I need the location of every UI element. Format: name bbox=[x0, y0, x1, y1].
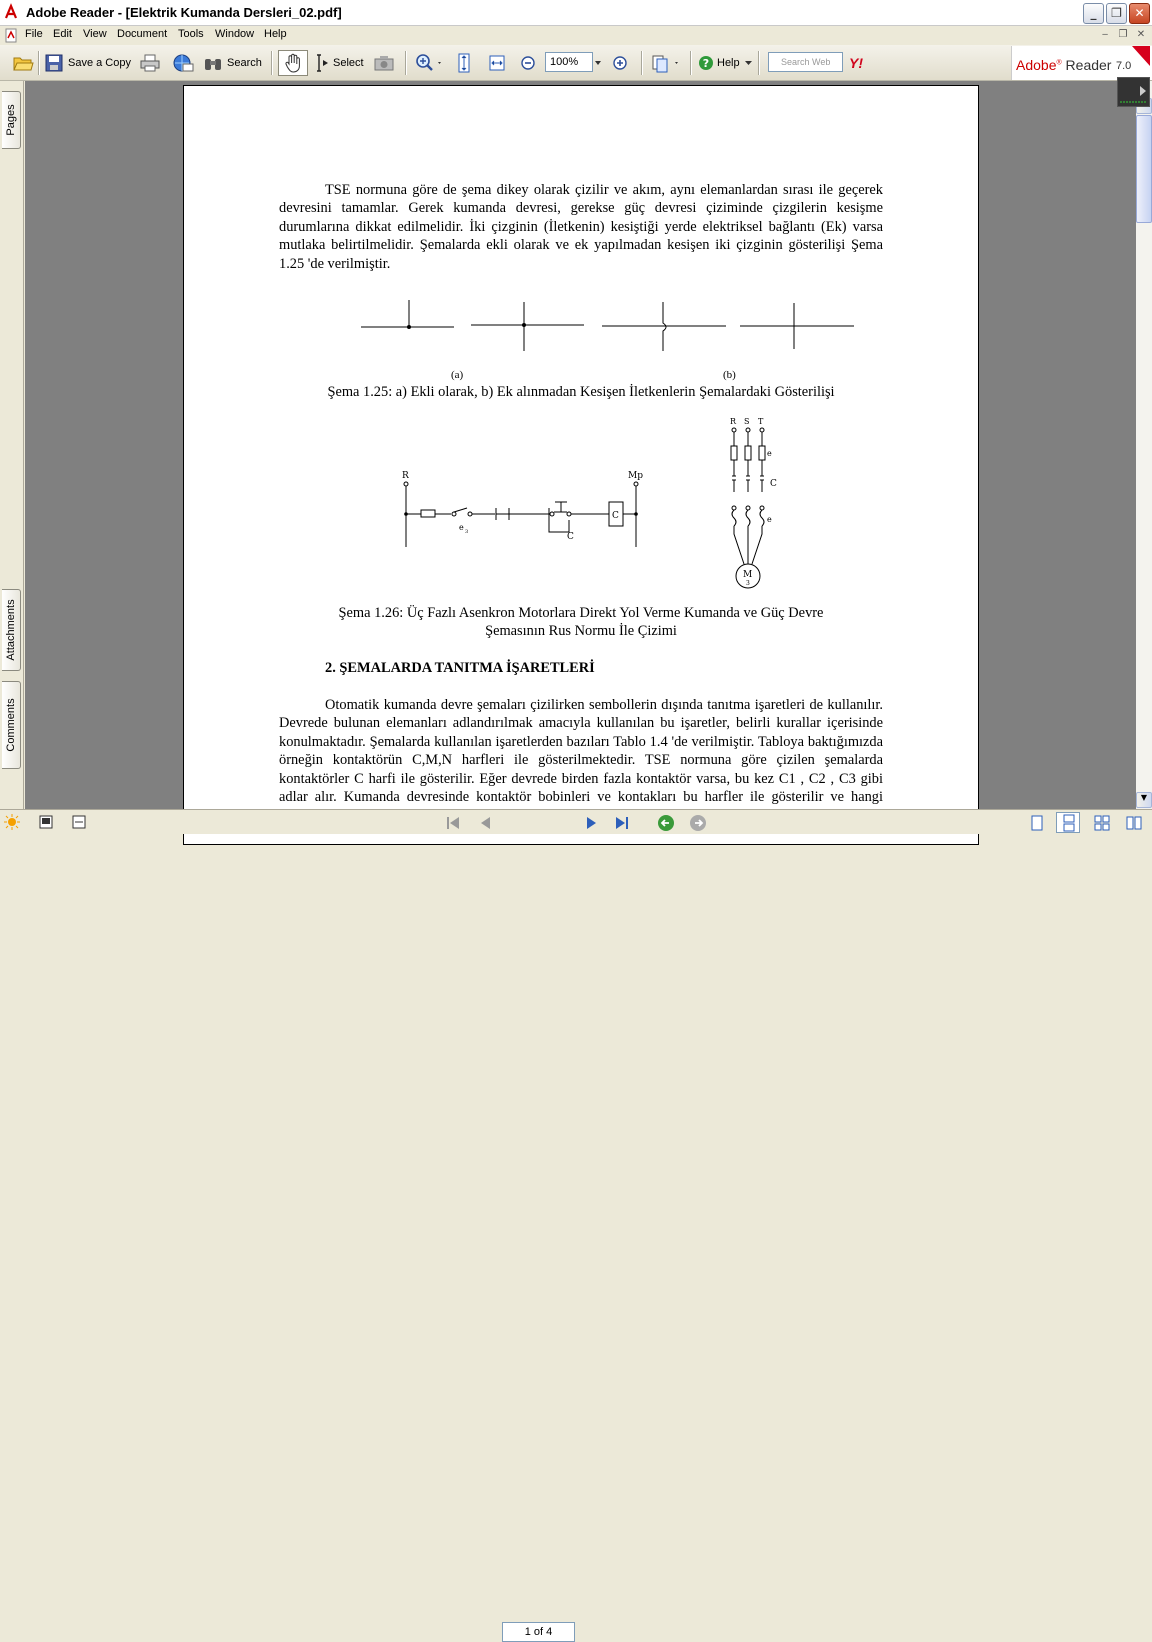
attachments-tab[interactable]: Attachments bbox=[2, 589, 21, 671]
pdf-page bbox=[183, 85, 979, 845]
figure-1-26-power-circuit bbox=[724, 414, 799, 594]
label-phase-t: T bbox=[758, 417, 764, 426]
binoculars-icon bbox=[203, 54, 223, 72]
save-copy-label: Save a Copy bbox=[68, 57, 131, 69]
search-label: Search bbox=[227, 57, 262, 69]
fit-page-icon bbox=[456, 52, 472, 74]
go-back-icon[interactable] bbox=[657, 814, 675, 832]
zoom-input[interactable]: 100% bbox=[545, 52, 593, 72]
help-label: Help bbox=[717, 57, 740, 69]
menu-view[interactable]: View bbox=[83, 28, 107, 40]
single-page-view-icon[interactable] bbox=[1030, 815, 1044, 831]
chevron-down-icon bbox=[745, 61, 752, 66]
scroll-thumb[interactable] bbox=[1136, 115, 1152, 223]
floppy-disk-icon bbox=[45, 54, 63, 72]
page-thumbnail-widget[interactable] bbox=[1117, 77, 1150, 107]
label-phase-s: S bbox=[744, 417, 750, 426]
fit-width-icon bbox=[487, 53, 507, 73]
scroll-down-button[interactable]: ▼ bbox=[1136, 792, 1152, 808]
title-bar bbox=[0, 0, 1152, 26]
menu-tools[interactable]: Tools bbox=[178, 28, 204, 40]
label-motor: M bbox=[743, 570, 753, 580]
figure-1-25-crossing-lines bbox=[354, 296, 874, 356]
select-label: Select bbox=[333, 57, 364, 69]
continuous-view-icon bbox=[1062, 815, 1076, 831]
paragraph-2: Otomatik kumanda devre şemaları çizilirken sembollerin dışında tanıtma işaretleri de kullanılır. Devrede bulunan elemanları adlandırılmak amacıyla kullanılan bu işaretler, belirli kurallar içerisinde konulmaktadır. Şemalarda kullanılan işaretlerden bazıları Tablo 1.4 'de verilmiştir. Tabloya baktığımızda örneğin kontaktörün C,M,N harfleri ile gösterilmektedir. TSE normuna göre çizilen şemalarda kontaktörler C harfi ile gösterilir. Eğer devrede birden fazla kontaktör varsa, bu kez C1 , C2 , C3 gibi adlar alır. Kumanda devresinde kontaktör bobinleri ve kontakları bu harfler ile gösterilir ve hangi bbox=[279, 697, 883, 806]
label-c-power: C bbox=[770, 479, 777, 489]
caption-1-25: Şema 1.25: a) Ekli olarak, b) Ek alınmadan Kesişen İletkenlerin Şemalardaki Gösterilişi bbox=[327, 384, 835, 400]
help-button[interactable] bbox=[698, 51, 752, 75]
email-button[interactable] bbox=[172, 51, 194, 75]
text-cursor-icon bbox=[313, 53, 329, 73]
zoom-dropdown-button[interactable] bbox=[594, 51, 602, 75]
restore-button[interactable]: ❐ bbox=[1106, 3, 1127, 24]
comments-tab[interactable]: Comments bbox=[2, 681, 21, 769]
fit-width-button[interactable] bbox=[487, 51, 507, 75]
label-e-sub: 3 bbox=[465, 529, 469, 535]
zoom-out-icon bbox=[520, 55, 536, 71]
first-page-icon[interactable] bbox=[445, 815, 461, 831]
menu-file[interactable]: File bbox=[25, 28, 43, 40]
last-page-icon[interactable] bbox=[614, 815, 630, 831]
window-title: Adobe Reader - [Elektrik Kumanda Dersleri_02.pdf] bbox=[26, 5, 342, 20]
navigation-panel bbox=[0, 81, 24, 809]
hand-icon bbox=[284, 53, 302, 73]
chevron-down-icon bbox=[594, 60, 602, 66]
open-button[interactable] bbox=[12, 51, 34, 75]
vertical-scrollbar[interactable] bbox=[1136, 81, 1152, 809]
brand-version: 7.0 bbox=[1116, 60, 1132, 72]
figure-label-b: (b) bbox=[723, 369, 736, 381]
fit-page-button[interactable] bbox=[456, 51, 472, 75]
label-c-coil: C bbox=[612, 511, 619, 521]
zoom-in-button[interactable] bbox=[612, 51, 628, 75]
page-layout-button[interactable] bbox=[651, 51, 683, 75]
snapshot-button[interactable] bbox=[373, 51, 395, 75]
zoom-in-tool-button[interactable] bbox=[414, 51, 444, 75]
doc-close-button[interactable]: ✕ bbox=[1136, 29, 1146, 40]
document-view[interactable] bbox=[25, 81, 1137, 809]
status-bar bbox=[0, 809, 1152, 1638]
select-tool-button[interactable] bbox=[313, 51, 364, 75]
svg-text:?: ? bbox=[702, 57, 710, 70]
continuous-view-button[interactable] bbox=[1056, 812, 1080, 833]
facing-view-icon[interactable] bbox=[1094, 815, 1110, 831]
menu-edit[interactable]: Edit bbox=[53, 28, 72, 40]
folder-icon bbox=[12, 53, 34, 73]
caption-1-26-line2: Şemasının Rus Normu İle Çizimi bbox=[485, 623, 677, 639]
zoom-out-button[interactable] bbox=[520, 51, 536, 75]
help-icon bbox=[698, 55, 714, 71]
section-heading: 2. ŞEMALARDA TANITMA İŞARETLERİ bbox=[325, 660, 595, 676]
menu-window[interactable]: Window bbox=[215, 28, 255, 40]
screen-icon[interactable] bbox=[39, 815, 53, 829]
printer-icon bbox=[140, 54, 160, 72]
magnifier-icon bbox=[414, 53, 444, 73]
label-e-relay: e bbox=[767, 515, 772, 524]
doc-minimize-button[interactable]: ‒ bbox=[1101, 29, 1109, 40]
globe-mail-icon bbox=[172, 53, 194, 73]
menu-bar bbox=[0, 26, 1152, 45]
save-copy-button[interactable] bbox=[45, 51, 131, 75]
label-c-contact: C bbox=[567, 532, 574, 542]
label-phase-r: R bbox=[730, 417, 737, 426]
pages-tab[interactable]: Pages bbox=[2, 91, 21, 149]
continuous-facing-view-icon[interactable] bbox=[1126, 815, 1142, 831]
brand-name: Adobe® Reader bbox=[1016, 57, 1112, 73]
adobe-reader-brand bbox=[1011, 46, 1152, 80]
figure-1-26-control-circuit bbox=[399, 464, 649, 554]
label-e-fuse: e bbox=[767, 449, 772, 458]
sun-icon bbox=[4, 814, 20, 830]
minimize-button[interactable]: _ bbox=[1083, 3, 1104, 24]
label-e: e bbox=[459, 523, 464, 532]
search-button[interactable] bbox=[203, 51, 262, 75]
yahoo-button[interactable] bbox=[849, 51, 863, 75]
next-page-icon[interactable] bbox=[585, 815, 599, 831]
zoom-in-icon bbox=[612, 55, 628, 71]
camera-icon bbox=[373, 54, 395, 72]
window-icon[interactable] bbox=[72, 815, 86, 829]
close-button[interactable]: ✕ bbox=[1129, 3, 1150, 24]
label-mp: Mp bbox=[628, 471, 643, 481]
label-r: R bbox=[402, 471, 409, 481]
hand-tool-button[interactable] bbox=[278, 50, 308, 76]
yahoo-logo: Y! bbox=[849, 55, 863, 71]
adobe-reader-icon bbox=[3, 4, 19, 20]
adobe-logo-icon bbox=[1130, 46, 1152, 72]
figure-label-a: (a) bbox=[451, 369, 464, 381]
doc-restore-button[interactable]: ❐ bbox=[1118, 29, 1128, 40]
search-web-input[interactable]: Search Web bbox=[768, 52, 843, 72]
page-layout-icon bbox=[651, 53, 683, 73]
caption-1-26-line1: Şema 1.26: Üç Fazlı Asenkron Motorlara Direkt Yol Verme Kumanda ve Güç Devre bbox=[338, 605, 824, 621]
go-forward-icon[interactable] bbox=[689, 814, 707, 832]
menu-help[interactable]: Help bbox=[264, 28, 287, 40]
page-number-input[interactable]: 1 of 4 bbox=[502, 1622, 575, 1642]
label-motor-phase: 3 bbox=[746, 580, 750, 587]
menu-document[interactable]: Document bbox=[117, 28, 168, 40]
print-button[interactable] bbox=[140, 51, 160, 75]
previous-page-icon[interactable] bbox=[478, 815, 492, 831]
document-icon bbox=[4, 28, 18, 43]
paragraph-1: TSE normuna göre de şema dikey olarak çizilir ve akım, aynı elemanlardan sırası ile geçerek devresini tamamlar. Gerek kumanda devresi, gerekse güç devresi çiziminde çizgilerin kesişme durumlarına dikkat edilmelidir. İki çizginin (İletkenin) kesiştiği yerde elektriksel bağlantı (Ek) varsa mutlaka belirtilmelidir. Şemalarda ekli olarak ve ek yapılmadan kesişen iki çizginin gösterilişi Şema 1.25 'de verilmiştir. bbox=[279, 182, 883, 272]
